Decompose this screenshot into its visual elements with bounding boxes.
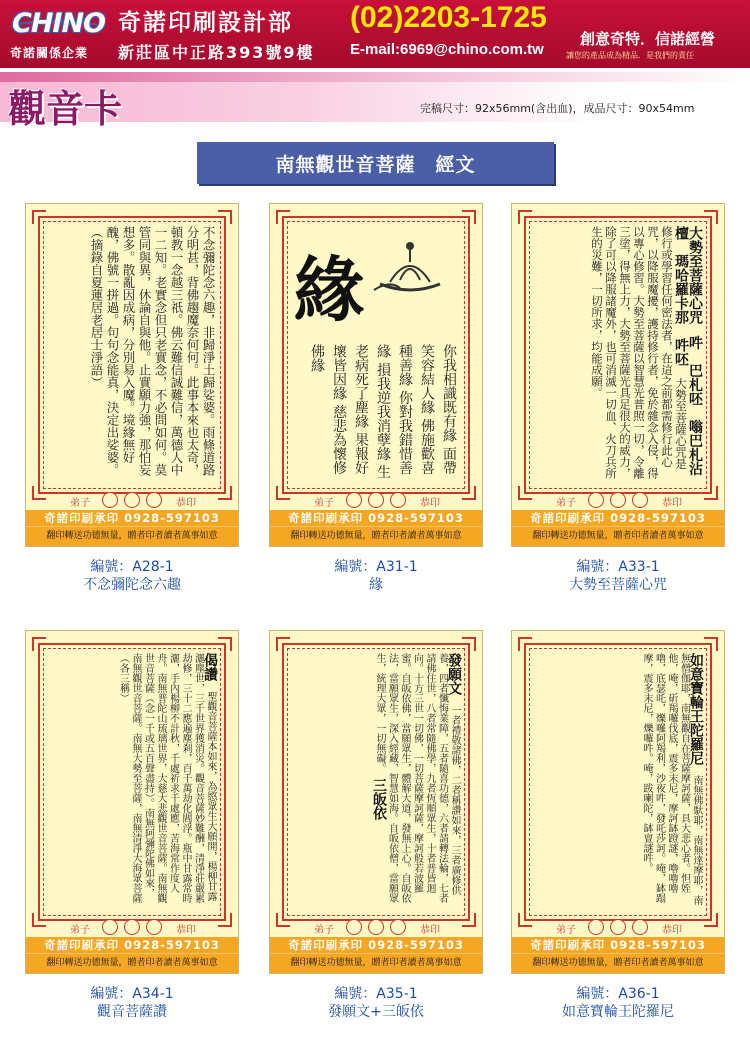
card-text: 你我相識既有緣 面帶笑容結人緣 佛施歡喜種善緣 你對我錯惜善緣 損我逆我消孽緣 生老病死了塵緣 果報好壞皆因緣 慈悲為懷修佛緣 <box>309 344 457 479</box>
card-code: 編號：A36-1 <box>576 986 660 1002</box>
slogan: 創意奇特．信諾經營 <box>580 30 716 48</box>
card-text: 不念彌陀念六趣，非歸淨土歸娑婆。雨條道路分明甚，背佛趨魔奈何何。此事本來也太奇，頓教一念越三祇。佛云難信誠難信，萬德人中一二知。老實念但只老實念，不必問如何。莫管同與異，休論自與他。止實願力強，那怕妄想多。散亂因成病，分別易入魔。境緣無好醜，佛號一拼過。句句念能真，決定出娑婆。（摘錄自夏蓮居老居士淨語） <box>89 226 216 476</box>
seal-label: 恭印 <box>420 498 440 509</box>
name-circle <box>346 492 362 508</box>
disciple-line <box>270 492 482 508</box>
frame-corner <box>32 637 46 651</box>
card-name: 大勢至菩薩心咒 <box>569 577 667 593</box>
name-circle <box>368 919 384 935</box>
section-banner: 南無觀世音菩薩 經文 <box>197 142 554 184</box>
disciple-line <box>26 492 238 508</box>
name-circle <box>146 919 162 935</box>
dedication-line: 翻印轉送功德無量，贈者印者讀者萬事如意 <box>270 526 482 546</box>
card-text: 大勢至菩薩心咒是修行或學習任何密法者，在這之前都需修行此心咒，以降服魔擾，護持修行者，免於雜念入侵，得以專心修習。大勢至菩薩以智慧光普照一切，令離三塗，得無上力，大勢至菩薩光具足很大的威力，除了可以降服諸魔外，也可消滅一切血、火刀兵所生的災難，一切所求，均能成願。 <box>590 226 688 479</box>
card-name: 緣 <box>369 577 383 593</box>
card-heading: 大勢至菩薩心咒 <box>687 226 703 324</box>
frame-corner <box>462 637 476 651</box>
prayer-card[interactable] <box>511 203 725 547</box>
company-logo <box>8 6 108 62</box>
frame-corner <box>518 637 532 651</box>
card-name: 發願文+三皈依 <box>328 1004 424 1020</box>
seal-label: 恭印 <box>662 925 682 936</box>
prayer-card[interactable] <box>269 630 483 974</box>
card-code: 編號：A33-1 <box>576 559 660 575</box>
card-heading-2: 三皈依 <box>371 778 387 820</box>
card-heading: 如意寶輪王陀羅尼 <box>688 653 704 765</box>
printer-line: 奇諾印刷承印 0928-597103 <box>26 937 238 954</box>
email-address: E-mail:6969@chino.com.tw <box>350 41 544 58</box>
name-circle <box>632 492 648 508</box>
card-mantra: 吽 巴札呸 嗡巴札沾檀 瑪哈羅卡那 吽呸 <box>673 226 703 476</box>
card-heading: 偈讚 <box>202 653 218 681</box>
card-name: 如意寶輪王陀羅尼 <box>562 1004 674 1020</box>
sub-slogan: 讓您的產品成為精品．是我們的責任 <box>566 51 694 60</box>
frame-corner <box>276 210 290 224</box>
disciple-label: 弟子 <box>314 925 334 936</box>
phone-number: (02)2203-1725 <box>350 1 547 34</box>
disciple-label: 弟子 <box>70 925 90 936</box>
disciple-label: 弟子 <box>556 925 576 936</box>
frame-corner <box>518 210 532 224</box>
disciple-label: 弟子 <box>314 498 334 509</box>
printer-line: 奇諾印刷承印 0928-597103 <box>270 510 482 527</box>
card-text: 南無佛馱耶，南無達摩耶，南無僧伽耶，南無觀自在菩薩摩訶薩，具大悲心者。怛姪他，唵，斫羯囉伐底，震多末尼，摩訶缽蹬謎，嚕嚕嚕嚕，底瑟吒，爍囉阿羯利，沙夜吽，發吒莎訶。唵，缽蹋摩，震多末尼，爍囉吽。唵，跋喇陀，缽亶謎吽。 <box>641 653 702 905</box>
dedication-line: 翻印轉送功德無量，贈者印者讀者萬事如意 <box>26 526 238 546</box>
card-text: 聖觀音菩薩本如來，為愍眾生大願開，楊柳甘露灑塵世，三千世界獲消災。觀音菩薩妙難酬，清淨莊嚴累劫修，三十二應遍塵剎，百千萬劫化閻浮。瓶中甘露常時灑，手內楊柳不計秋，千處祈求千處應，苦海常作度人舟。南無普陀山琉璃世界，大慈大悲觀世音菩薩。南無觀世音菩薩（念一千或五百聲盡持）。南無阿彌陀佛如來，南無觀世音菩薩。南無大勢至菩薩，南無清淨大海眾菩薩（各三稱） <box>117 653 216 903</box>
disciple-line <box>512 919 724 935</box>
prayer-card[interactable] <box>25 203 239 547</box>
seal-label: 恭印 <box>420 925 440 936</box>
disciple-line <box>512 492 724 508</box>
card-big-character: 緣 <box>294 248 364 331</box>
card-code: 編號：A35-1 <box>334 986 418 1002</box>
name-circle <box>610 919 626 935</box>
name-circle <box>124 919 140 935</box>
name-circle <box>588 919 604 935</box>
logo-subtext: 奇諾關係企業 <box>10 46 89 60</box>
name-circle <box>610 492 626 508</box>
dedication-line: 翻印轉送功德無量，贈者印者讀者萬事如意 <box>270 953 482 973</box>
seal-label: 恭印 <box>176 925 196 936</box>
prayer-card[interactable] <box>25 630 239 974</box>
frame-corner <box>218 210 232 224</box>
name-circle <box>368 492 384 508</box>
dedication-line: 翻印轉送功德無量，贈者印者讀者萬事如意 <box>512 953 724 973</box>
name-circle <box>102 492 118 508</box>
lotus-icon <box>370 240 450 296</box>
name-circle <box>124 492 140 508</box>
seal-label: 恭印 <box>176 498 196 509</box>
disciple-label: 弟子 <box>70 498 90 509</box>
page-title: 觀音卡 <box>8 86 123 131</box>
dedication-line: 翻印轉送功德無量，贈者印者讀者萬事如意 <box>512 526 724 546</box>
card-code: 編號：A28-1 <box>90 559 174 575</box>
name-circle <box>146 492 162 508</box>
company-name: 奇諾印刷設計部 <box>118 10 293 36</box>
card-text: 一者禮敬諸佛，二者稱讚如來，三者廣修供養，四者懺悔業障，五者隨喜功德，六者請轉法輪，七者請佛住世，八者常隨佛學，九者恆順眾生，十者普皆迴向。十方三世一切佛，一切菩薩摩訶薩，摩訶般若波羅蜜。自皈依佛，當願眾生，體解大道，發無上心。自皈依法，當願眾生，深入經藏，智慧如海。自皈依僧，當願眾生，統理大眾，一切無礙。 <box>374 653 460 903</box>
frame-corner <box>704 637 718 651</box>
company-address: 新莊區中正路393號9樓 <box>118 43 315 62</box>
printer-line: 奇諾印刷承印 0928-597103 <box>512 510 724 527</box>
frame-corner <box>276 637 290 651</box>
header-bar <box>0 0 750 68</box>
frame-corner <box>704 210 718 224</box>
name-circle <box>346 919 362 935</box>
disciple-label: 弟子 <box>556 498 576 509</box>
card-text-body <box>534 226 702 480</box>
printer-line: 奇諾印刷承印 0928-597103 <box>512 937 724 954</box>
name-circle <box>102 919 118 935</box>
name-circle <box>390 919 406 935</box>
frame-corner <box>218 637 232 651</box>
card-text-body <box>534 653 702 907</box>
card-code: 編號：A31-1 <box>334 559 418 575</box>
prayer-card[interactable] <box>511 630 725 974</box>
printer-line: 奇諾印刷承印 0928-597103 <box>26 510 238 527</box>
card-text-body <box>48 226 216 480</box>
card-heading: 發願文 <box>446 653 462 695</box>
logo-text: CHINO <box>12 8 106 39</box>
printer-line: 奇諾印刷承印 0928-597103 <box>270 937 482 954</box>
frame-corner <box>462 210 476 224</box>
name-circle <box>588 492 604 508</box>
disciple-line <box>26 919 238 935</box>
name-circle <box>390 492 406 508</box>
size-spec: 完稿尺寸：92x56mm(含出血)，成品尺寸：90x54mm <box>420 102 695 115</box>
seal-label: 恭印 <box>662 498 682 509</box>
disciple-line <box>270 919 482 935</box>
prayer-card[interactable] <box>269 203 483 547</box>
card-text-body <box>48 653 216 907</box>
frame-corner <box>32 210 46 224</box>
card-text-body <box>292 653 460 907</box>
name-circle <box>632 919 648 935</box>
card-name: 觀音菩薩讚 <box>97 1004 167 1020</box>
dedication-line: 翻印轉送功德無量，贈者印者讀者萬事如意 <box>26 953 238 973</box>
card-code: 編號：A34-1 <box>90 986 174 1002</box>
card-name: 不念彌陀念六趣 <box>83 577 181 593</box>
